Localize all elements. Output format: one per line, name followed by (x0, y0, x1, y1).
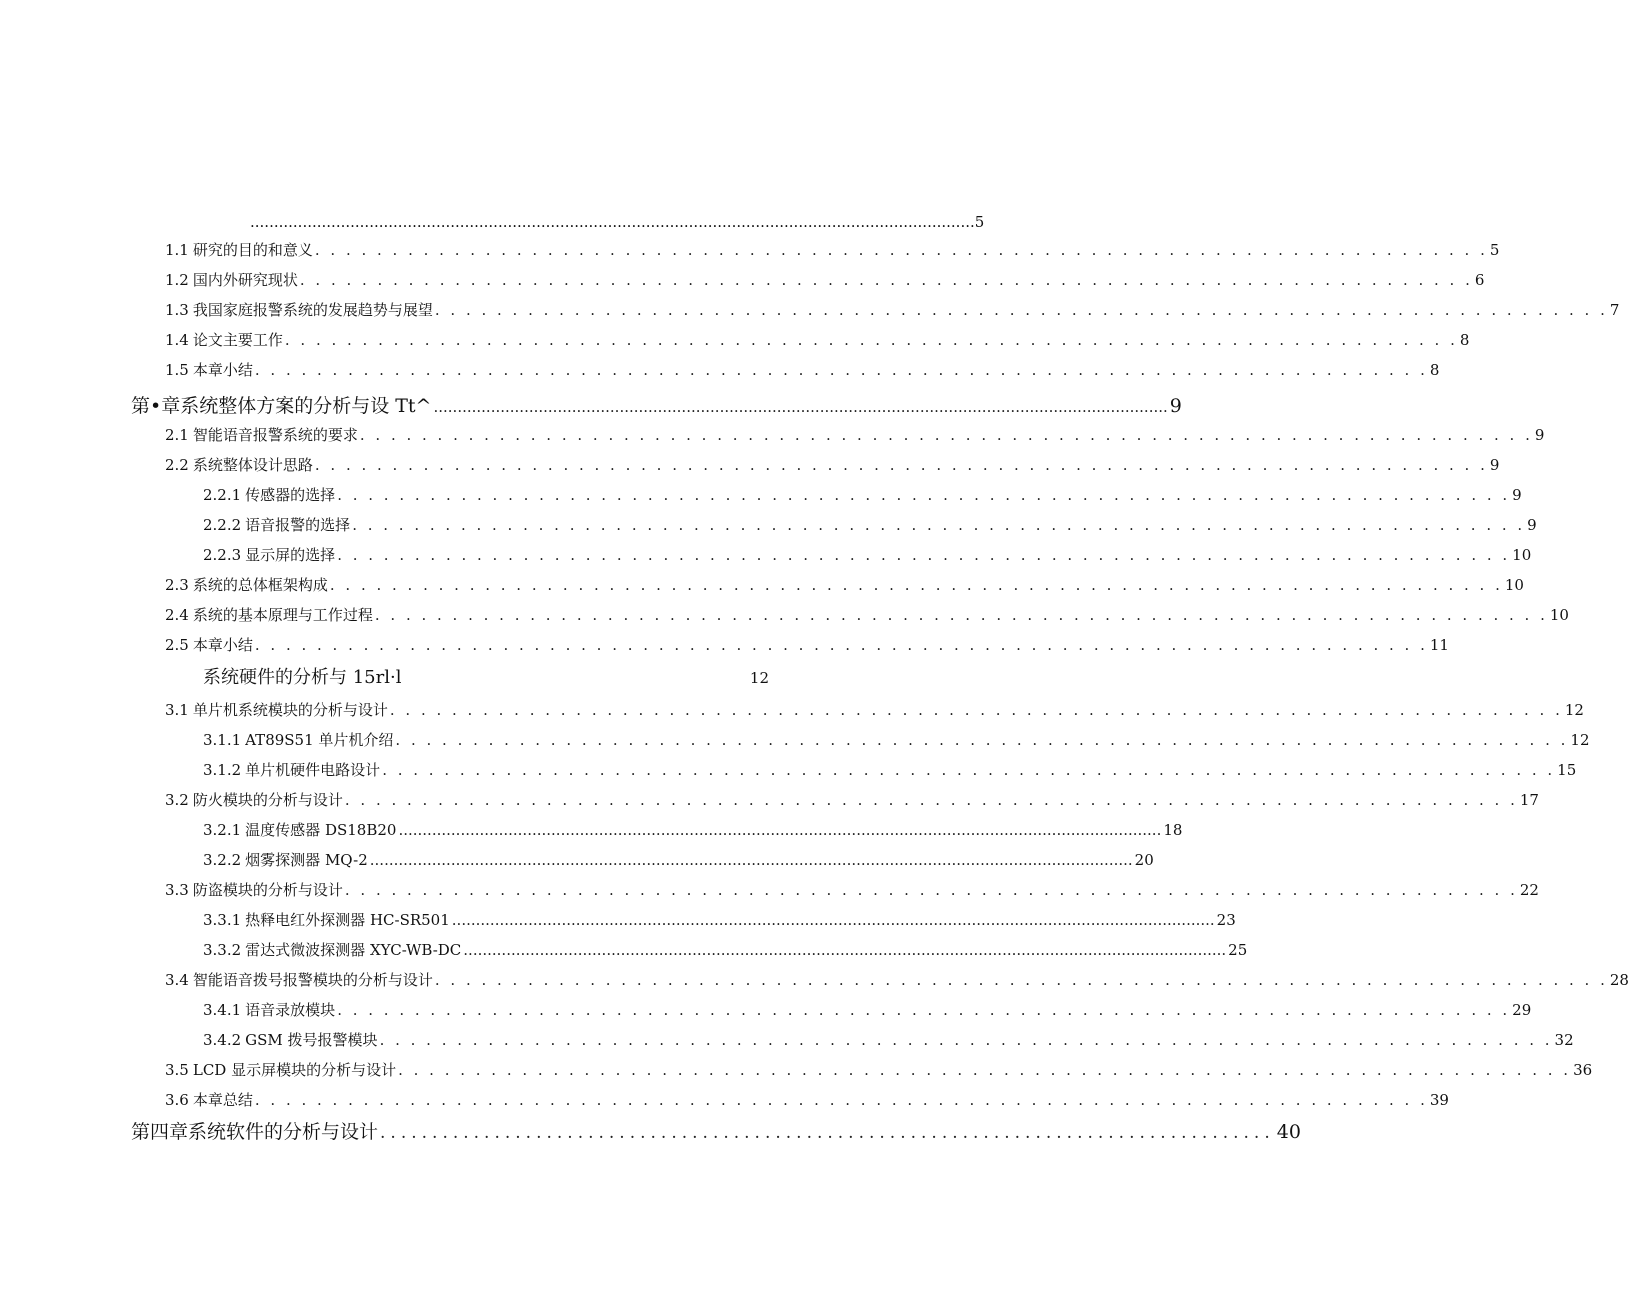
toc-entry[interactable] (165, 790, 1539, 810)
toc-section-number: 2.4 (165, 606, 189, 624)
toc-page-number: 40 (1276, 1121, 1301, 1143)
toc-entry-fragment (250, 212, 985, 232)
toc-section-title: 语音报警的选择 (245, 516, 351, 534)
toc-section-number: 1.2 (165, 271, 189, 289)
toc-section-title: 防盗模块的分析与设计 (192, 881, 343, 899)
toc-entry[interactable] (165, 880, 1539, 900)
dot-leader: . . . . . . . . . . . . . . . . . . . . . . . . . . . . . . . . . . . . . . . . . . . . . . . . . . . . . . . . . . . . . . . . . . . . . . . . . . . . (389, 701, 1563, 719)
toc-section-title: 国内外研究现状 (192, 271, 298, 289)
dot-leader: . . . . . . . . . . . . . . . . . . . . . . . . . . . . . . . . . . . . . . . . . . . . . . . . . . . . . . . . . . . . . . . . . . . . . . . . . . . . (314, 241, 1488, 259)
dot-leader: . . . . . . . . . . . . . . . . . . . . . . . . . . . . . . . . . . . . . . . . . . . . . . . . . . . . . . . . . . . . . . . . . . . . . . . . . . . . (337, 546, 1511, 564)
toc-page-number: 18 (1163, 821, 1183, 839)
toc-section-title: 本章小结 (192, 636, 253, 654)
toc-entry[interactable] (165, 970, 1629, 990)
toc-section-title: 热释电红外探测器 HC-SR501 (245, 911, 450, 929)
toc-entry[interactable] (203, 730, 1590, 750)
dot-leader: . . . . . . . . . . . . . . . . . . . . . . . . . . . . . . . . . . . . . . . . . . . . . . . . . . . . . . . . . . . . . . . . . . . . . . . . . . . . (379, 1031, 1553, 1049)
toc-section-title: 我国家庭报警系统的发展趋势与展望 (192, 301, 433, 319)
dot-leader: ........................................................................................................................................................ (250, 213, 975, 231)
toc-page-number: 20 (1134, 851, 1154, 869)
toc-chapter-title: 第•章系统整体方案的分析与设 Tt^ (131, 395, 432, 417)
toc-page-number: 17 (1519, 791, 1539, 809)
toc-section-title: AT89S51 单片机介绍 (245, 731, 394, 749)
toc-section-number: 3.1 (165, 701, 189, 719)
toc-page-number: 10 (1512, 546, 1532, 564)
toc-entry[interactable] (203, 1030, 1574, 1050)
dot-leader: . . . . . . . . . . . . . . . . . . . . . . . . . . . . . . . . . . . . . . . . . . . . . . . . . . . . . . . . . . . . . . . . . . . . . . . . . . . . (284, 331, 1458, 349)
dot-leader: . . . . . . . . . . . . . . . . . . . . . . . . . . . . . . . . . . . . . . . . . . . . . . . . . . . . . . . . . . . . . . . . . . . . . . . . . . . . (254, 636, 1428, 654)
toc-page-number: 12 (1570, 731, 1590, 749)
dot-leader: . . . . . . . . . . . . . . . . . . . . . . . . . . . . . . . . . . . . . . . . . . . . . . . . . . . . . . . . . . . . . . . . . . . . . . . . . . . . (299, 271, 1473, 289)
toc-chapter-title: 第四章系统软件的分析与设计 (131, 1121, 379, 1143)
toc-page-number: 6 (1474, 271, 1485, 289)
dot-leader: . . . . . . . . . . . . . . . . . . . . . . . . . . . . . . . . . . . . . . . . . . . . . . . . . . . . . . . . . . . . . . . . . . . . . . . . . . . . (344, 791, 1518, 809)
toc-section-number: 1.1 (165, 241, 189, 259)
toc-section-number: 3.3.2 (203, 941, 242, 959)
toc-page-number: 11 (1429, 636, 1449, 654)
dot-leader: . . . . . . . . . . . . . . . . . . . . . . . . . . . . . . . . . . . . . . . . . . . . . . . . . . . . . . . . . . . . . . . . . . . . . . . . . . . . (374, 606, 1548, 624)
dot-leader: . . . . . . . . . . . . . . . . . . . . . . . . . . . . . . . . . . . . . . . . . . . . . . . . . . . . . . . . . . . . . . . . . . . . . . . . . . . . (434, 971, 1608, 989)
toc-chapter-4[interactable] (131, 1120, 1301, 1145)
toc-chapter-2[interactable] (131, 394, 1182, 419)
toc-entry[interactable] (203, 820, 1183, 840)
toc-page-number: 5 (974, 213, 985, 231)
toc-section-title: 系统的基本原理与工作过程 (192, 606, 373, 624)
dot-leader: .......................................................................................................................................................... (433, 398, 1168, 416)
toc-entry[interactable] (165, 635, 1449, 655)
toc-section-number: 1.3 (165, 301, 189, 319)
toc-page-number: 15 (1557, 761, 1577, 779)
toc-entry[interactable] (165, 300, 1620, 320)
toc-page-number: 25 (1228, 941, 1248, 959)
toc-entry[interactable] (203, 850, 1154, 870)
toc-page-number: 10 (1549, 606, 1569, 624)
toc-entry[interactable] (203, 760, 1577, 780)
toc-section-title: 烟雾探测器 MQ-2 (245, 851, 368, 869)
toc-entry[interactable] (165, 425, 1545, 445)
toc-entry[interactable] (203, 1000, 1532, 1020)
toc-page-number: 23 (1216, 911, 1236, 929)
toc-page-number: 9 (1527, 516, 1537, 534)
toc-entry[interactable] (165, 270, 1485, 290)
dot-leader: ................................................................................................................................................................ (369, 851, 1133, 869)
toc-page-number: 36 (1573, 1061, 1593, 1079)
toc-section-number: 3.4 (165, 971, 189, 989)
toc-entry[interactable] (203, 545, 1532, 565)
toc-section-number: 3.6 (165, 1091, 189, 1109)
toc-page-number: 29 (1512, 1001, 1532, 1019)
toc-section-number: 2.2.3 (203, 546, 242, 564)
dot-leader: . . . . . . . . . . . . . . . . . . . . . . . . . . . . . . . . . . . . . . . . . . . . . . . . . . . . . . . . . . . . . . . . . . . . . . . . . . . . (337, 1001, 1511, 1019)
toc-section-number: 3.1.1 (203, 731, 242, 749)
dot-leader: . . . . . . . . . . . . . . . . . . . . . . . . . . . . . . . . . . . . . . . . . . . . . . . . . . . . . . . . . . . . . . . . . . . . . . . . . . . . (314, 456, 1488, 474)
dot-leader: . . . . . . . . . . . . . . . . . . . . . . . . . . . . . . . . . . . . . . . . . . . . . . . . . . . . . . . . . . . . . . . . . . . . . . . . . . . . (254, 361, 1428, 379)
toc-section-number: 2.2.2 (203, 516, 242, 534)
toc-page-number: 5 (1489, 241, 1500, 259)
toc-section-title: 雷达式微波探测器 XYC-WB-DC (245, 941, 462, 959)
toc-entry[interactable] (165, 455, 1500, 475)
dot-leader: . . . . . . . . . . . . . . . . . . . . . . . . . . . . . . . . . . . . . . . . . . . . . . . . . . . . . . . . . . . . . . . . . . . . . . . . . . . . (254, 1091, 1428, 1109)
dot-leader: ...................................................................................... (380, 1123, 1275, 1143)
toc-entry[interactable] (203, 910, 1236, 930)
toc-page-number: 10 (1504, 576, 1524, 594)
toc-section-title: 本章总结 (192, 1091, 253, 1109)
toc-entry[interactable] (203, 485, 1522, 505)
toc-page-number: 28 (1609, 971, 1629, 989)
toc-section-title: 论文主要工作 (192, 331, 283, 349)
dot-leader: . . . . . . . . . . . . . . . . . . . . . . . . . . . . . . . . . . . . . . . . . . . . . . . . . . . . . . . . . . . . . . . . . . . . . . . . . . . . (395, 731, 1569, 749)
dot-leader: ................................................................................................................................................................ (463, 941, 1227, 959)
dot-leader: . . . . . . . . . . . . . . . . . . . . . . . . . . . . . . . . . . . . . . . . . . . . . . . . . . . . . . . . . . . . . . . . . . . . . . . . . . . . (352, 516, 1526, 534)
toc-section-number: 3.2 (165, 791, 189, 809)
toc-section-number: 1.5 (165, 361, 189, 379)
toc-entry[interactable] (165, 330, 1470, 350)
toc-section-number: 3.3 (165, 881, 189, 899)
toc-page-number: 9 (1512, 486, 1522, 504)
toc-page-number: 12 (749, 669, 769, 687)
toc-page-number: 7 (1609, 301, 1620, 319)
dot-leader: ................................................................................................................................................................ (398, 821, 1162, 839)
dot-leader: . . . . . . . . . . . . . . . . . . . . . . . . . . . . . . . . . . . . . . . . . . . . . . . . . . . . . . . . . . . . . . . . . . . . . . . . . . . . (359, 426, 1533, 444)
toc-section-title: 智能语音报警系统的要求 (192, 426, 358, 444)
toc-page-number: 39 (1429, 1091, 1449, 1109)
dot-leader: . . . . . . . . . . . . . . . . . . . . . . . . . . . . . . . . . . . . . . . . . . . . . . . . . . . . . . . . . . . . . . . . . . . . . . . . . . . . (344, 881, 1518, 899)
dot-leader: . . . . . . . . . . . . . . . . . . . . . . . . . . . . . . . . . . . . . . . . . . . . . . . . . . . . . . . . . . . . . . . . . . . . . . . . . . . . (337, 486, 1511, 504)
toc-entry[interactable] (165, 360, 1440, 380)
toc-entry[interactable] (165, 1090, 1449, 1110)
toc-section-title: 系统的总体框架构成 (192, 576, 328, 594)
toc-section-number: 2.3 (165, 576, 189, 594)
dot-leader: . . . . . . . . . . . . . . . . . . . . . . . . . . . . . . . . . . . . . . . . . . . . . . . . . . . . . . . . . . . . . . . . . . . . . . . . . . . . (382, 761, 1556, 779)
toc-section-number: 3.4.1 (203, 1001, 242, 1019)
toc-entry[interactable] (165, 575, 1524, 595)
toc-entry[interactable] (165, 700, 1584, 720)
toc-section-title: 显示屏的选择 (245, 546, 336, 564)
dot-leader: ................................................................................................................................................................ (451, 911, 1215, 929)
toc-entry[interactable] (203, 940, 1248, 960)
toc-entry[interactable] (165, 240, 1500, 260)
toc-section-number: 3.3.1 (203, 911, 242, 929)
toc-section-title: 研究的目的和意义 (192, 241, 313, 259)
dot-leader: . . . . . . . . . . . . . . . . . . . . . . . . . . . . . . . . . . . . . . . . . . . . . . . . . . . . . . . . . . . . . . . . . . . . . . . . . . . . (398, 1061, 1572, 1079)
toc-section-title: 温度传感器 DS18B20 (245, 821, 397, 839)
dot-leader: . . . . . . . . . . . . . . . . . . . . . . . . . . . . . . . . . . . . . . . . . . . . . . . . . . . . . . . . . . . . . . . . . . . . . . . . . . . . (329, 576, 1503, 594)
toc-page-number: 32 (1554, 1031, 1574, 1049)
toc-section-number: 2.1 (165, 426, 189, 444)
toc-section-number: 3.1.2 (203, 761, 242, 779)
toc-section-number: 3.4.2 (203, 1031, 242, 1049)
toc-section-title: 语音录放模块 (245, 1001, 336, 1019)
toc-section-number: 2.2 (165, 456, 189, 474)
toc-section-number: 3.5 (165, 1061, 189, 1079)
toc-page-number: 9 (1489, 456, 1500, 474)
toc-section-title: 智能语音拨号报警模块的分析与设计 (192, 971, 433, 989)
toc-section-title: 系统整体设计思路 (192, 456, 313, 474)
toc-section-title: 本章小结 (192, 361, 253, 379)
toc-section-number: 2.2.1 (203, 486, 242, 504)
toc-section-title: GSM 拨号报警模块 (245, 1031, 378, 1049)
toc-section-title: 防火模块的分析与设计 (192, 791, 343, 809)
toc-page-number: 22 (1519, 881, 1539, 899)
toc-chapter-3[interactable] (203, 666, 769, 690)
toc-section-number: 3.2.1 (203, 821, 242, 839)
toc-section-number: 2.5 (165, 636, 189, 654)
toc-page-number: 8 (1459, 331, 1470, 349)
dot-leader: . . . . . . . . . . . . . . . . . . . . . . . . . . . . . . . . . . . . . . . . . . . . . . . . . . . . . . . . . . . . . . . . . . . . . . . . . . . . (434, 301, 1608, 319)
toc-chapter-title: 系统硬件的分析与 15rl·l (203, 667, 402, 688)
toc-entry[interactable] (203, 515, 1537, 535)
toc-section-number: 3.2.2 (203, 851, 242, 869)
toc-section-number: 1.4 (165, 331, 189, 349)
toc-page-number: 9 (1169, 395, 1182, 417)
toc-section-title: 传感器的选择 (245, 486, 336, 504)
toc-page-number: 8 (1429, 361, 1440, 379)
toc-section-title: 单片机硬件电路设计 (245, 761, 381, 779)
toc-page-number: 12 (1564, 701, 1584, 719)
toc-section-title: LCD 显示屏模块的分析与设计 (192, 1061, 397, 1079)
toc-entry[interactable] (165, 1060, 1593, 1080)
toc-entry[interactable] (165, 605, 1569, 625)
toc-page-number: 9 (1534, 426, 1545, 444)
toc-section-title: 单片机系统模块的分析与设计 (192, 701, 388, 719)
